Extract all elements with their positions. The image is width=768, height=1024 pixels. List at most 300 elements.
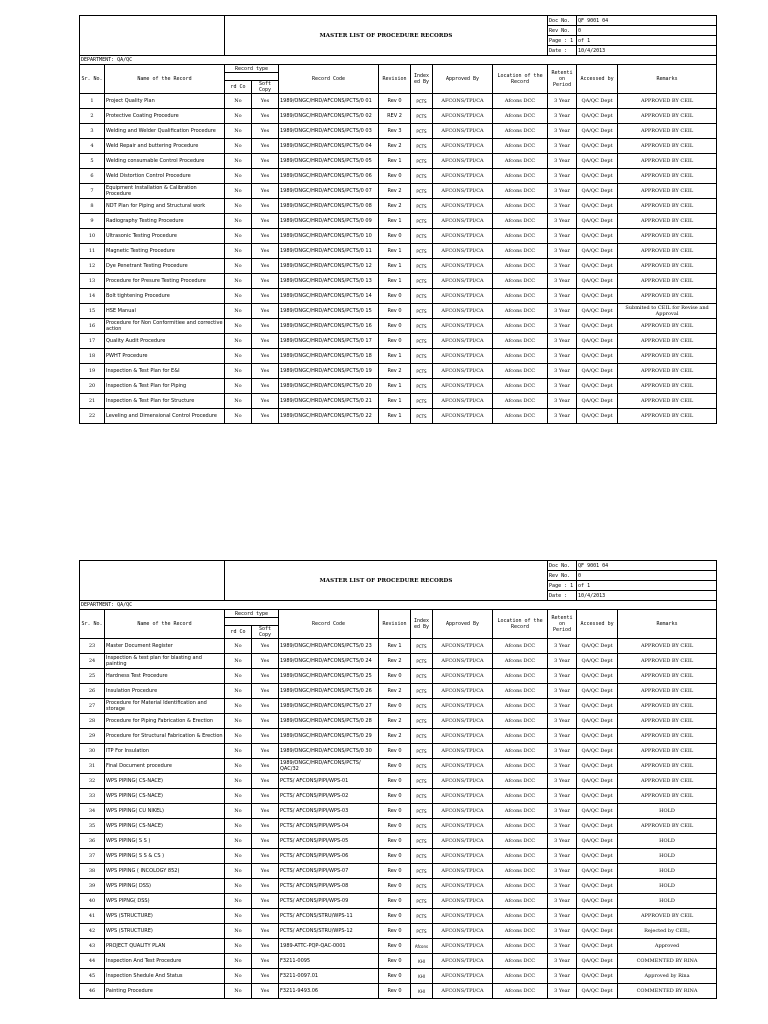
soft-copy-cell: Yes xyxy=(252,924,279,939)
approved-by-cell: AFCONS/TPI/CA xyxy=(433,124,493,139)
location-cell: Afcons DCC xyxy=(493,804,548,819)
record-code-cell: PCTS/ AFCONS/PIPI/WPS-02 xyxy=(279,789,379,804)
hard-copy-cell: No xyxy=(225,984,252,999)
retention-cell: 3 Year xyxy=(548,669,577,684)
rev-no-value: 0 xyxy=(577,26,717,36)
soft-copy-cell: Yes xyxy=(252,669,279,684)
accessed-by-cell: QA/QC Dept xyxy=(577,289,618,304)
record-code-cell: PCTS/ AFCONS/PIPI/WPS-01 xyxy=(279,774,379,789)
sr-no-cell: 43 xyxy=(80,939,105,954)
revision-cell: Rev 2 xyxy=(379,184,411,199)
table-row xyxy=(80,789,717,804)
sr-no-cell: 5 xyxy=(80,154,105,169)
remarks-cell: APPROVED BY CEIL xyxy=(618,819,717,834)
date-value: 10/4/2013 xyxy=(577,46,717,56)
record-code-cell: PCTS/ AFCONS/STRU/WPS-11 xyxy=(279,909,379,924)
retention-cell: 3 Year xyxy=(548,969,577,984)
rev-no-label: Rev No. xyxy=(548,26,577,36)
remarks-cell: Submited to CEIL for Revise and Approval xyxy=(618,304,717,319)
sr-no-cell: 39 xyxy=(80,879,105,894)
record-code-cell: 1989/ONGC/HRD/AFCONS/PCTS/0 29 xyxy=(279,729,379,744)
location-cell: Afcons DCC xyxy=(493,864,548,879)
hard-copy-cell: No xyxy=(225,409,252,424)
record-name-cell: WPS PIPING( CS-NACE) xyxy=(105,819,225,834)
sheet-header xyxy=(80,16,717,94)
indexed-by-cell: PCTS xyxy=(411,199,433,214)
location-cell: Afcons DCC xyxy=(493,699,548,714)
sr-no-cell: 29 xyxy=(80,729,105,744)
hard-copy-cell: No xyxy=(225,834,252,849)
col-record-type: Record type xyxy=(225,610,279,618)
location-cell: Afcons DCC xyxy=(493,954,548,969)
accessed-by-cell: QA/QC Dept xyxy=(577,729,618,744)
page-label: Page : 1 xyxy=(548,36,577,46)
remarks-cell: APPROVED BY CEIL xyxy=(618,744,717,759)
approved-by-cell: AFCONS/TPI/CA xyxy=(433,954,493,969)
procedure-records-sheet-1 xyxy=(79,15,716,424)
remarks-cell: APPROVED BY CEIL xyxy=(618,169,717,184)
accessed-by-cell: QA/QC Dept xyxy=(577,409,618,424)
location-cell: Afcons DCC xyxy=(493,909,548,924)
indexed-by-cell: PCTS xyxy=(411,394,433,409)
retention-cell: 3 Year xyxy=(548,654,577,669)
accessed-by-cell: QA/QC Dept xyxy=(577,124,618,139)
remarks-cell: APPROVED BY CEIL xyxy=(618,289,717,304)
col-retention: Retenti on Period xyxy=(548,610,577,639)
hard-copy-cell: No xyxy=(225,879,252,894)
col-indexed-by: Index ed By xyxy=(411,610,433,639)
table-row xyxy=(80,699,717,714)
doc-no-label: Doc No. xyxy=(548,16,577,26)
sr-no-cell: 16 xyxy=(80,319,105,334)
col-hard-copy: rd Co xyxy=(225,626,252,639)
hard-copy-cell: No xyxy=(225,139,252,154)
accessed-by-cell: QA/QC Dept xyxy=(577,394,618,409)
retention-cell: 3 Year xyxy=(548,864,577,879)
record-code-cell: 1989/ONGC/HRD/AFCONS/PCTS/0 11 xyxy=(279,244,379,259)
hard-copy-cell: No xyxy=(225,124,252,139)
table-row xyxy=(80,409,717,424)
table-row xyxy=(80,819,717,834)
approved-by-cell: AFCONS/TPI/CA xyxy=(433,139,493,154)
approved-by-cell: AFCONS/TPI/CA xyxy=(433,714,493,729)
approved-by-cell: AFCONS/TPI/CA xyxy=(433,744,493,759)
rev-no-label: Rev No. xyxy=(548,571,577,581)
table-row xyxy=(80,954,717,969)
retention-cell: 3 Year xyxy=(548,954,577,969)
hard-copy-cell: No xyxy=(225,744,252,759)
table-row xyxy=(80,729,717,744)
accessed-by-cell: QA/QC Dept xyxy=(577,274,618,289)
department-label: DEPARTMENT: QA/QC xyxy=(80,601,717,610)
accessed-by-cell: QA/QC Dept xyxy=(577,184,618,199)
record-name-cell: Leveling and Dimensional Control Procedure xyxy=(105,409,225,424)
retention-cell: 3 Year xyxy=(548,289,577,304)
accessed-by-cell: QA/QC Dept xyxy=(577,139,618,154)
approved-by-cell: AFCONS/TPI/CA xyxy=(433,639,493,654)
revision-cell: Rev 0 xyxy=(379,819,411,834)
record-code-cell: PCTS/ AFCONS/STRU/WPS-12 xyxy=(279,924,379,939)
table-row xyxy=(80,654,717,669)
indexed-by-cell: PCTS xyxy=(411,849,433,864)
sr-no-cell: 27 xyxy=(80,699,105,714)
revision-cell: Rev 2 xyxy=(379,714,411,729)
hard-copy-cell: No xyxy=(225,789,252,804)
indexed-by-cell: Afcons xyxy=(411,939,433,954)
retention-cell: 3 Year xyxy=(548,94,577,109)
indexed-by-cell: PCTS xyxy=(411,864,433,879)
col-sr-no: Sr. No. xyxy=(80,610,105,639)
accessed-by-cell: QA/QC Dept xyxy=(577,319,618,334)
indexed-by-cell: PCTS xyxy=(411,639,433,654)
sr-no-cell: 28 xyxy=(80,714,105,729)
record-code-cell: 1989/ONGC/HRD/AFCONS/PCTS/0 26 xyxy=(279,684,379,699)
sr-no-cell: 46 xyxy=(80,984,105,999)
retention-cell: 3 Year xyxy=(548,909,577,924)
indexed-by-cell: PCTS xyxy=(411,924,433,939)
indexed-by-cell: PCTS xyxy=(411,804,433,819)
revision-cell: Rev 0 xyxy=(379,304,411,319)
revision-cell: Rev 0 xyxy=(379,289,411,304)
document-title: MASTER LIST OF PROCEDURE RECORDS xyxy=(225,16,548,56)
revision-cell: Rev 1 xyxy=(379,394,411,409)
record-name-cell: Quality Audit Procedure xyxy=(105,334,225,349)
record-code-cell: 1989/ONGC/HRD/AFCONS/PCTS/0 07 xyxy=(279,184,379,199)
table-row xyxy=(80,349,717,364)
record-name-cell: Procedure for Presure Testing Procedure xyxy=(105,274,225,289)
hard-copy-cell: No xyxy=(225,334,252,349)
soft-copy-cell: Yes xyxy=(252,379,279,394)
table-row xyxy=(80,139,717,154)
sr-no-cell: 31 xyxy=(80,759,105,774)
approved-by-cell: AFCONS/TPI/CA xyxy=(433,984,493,999)
accessed-by-cell: QA/QC Dept xyxy=(577,229,618,244)
sr-no-cell: 25 xyxy=(80,669,105,684)
location-cell: Afcons DCC xyxy=(493,349,548,364)
hard-copy-cell: No xyxy=(225,819,252,834)
table-row xyxy=(80,834,717,849)
remarks-cell: Rejected by CEIL; xyxy=(618,924,717,939)
sr-no-cell: 12 xyxy=(80,259,105,274)
accessed-by-cell: QA/QC Dept xyxy=(577,924,618,939)
record-name-cell: Equipment Installation & Calibration Procedure xyxy=(105,184,225,199)
retention-cell: 3 Year xyxy=(548,804,577,819)
remarks-cell: APPROVED BY CEIL xyxy=(618,244,717,259)
approved-by-cell: AFCONS/TPI/CA xyxy=(433,244,493,259)
soft-copy-cell: Yes xyxy=(252,304,279,319)
col-revision: Revision xyxy=(379,610,411,639)
table-row xyxy=(80,319,717,334)
table-row xyxy=(80,714,717,729)
record-code-cell: 1989/ONGC/HRD/AFCONS/PCTS/0 13 xyxy=(279,274,379,289)
sr-no-cell: 23 xyxy=(80,639,105,654)
record-code-cell: 1989/ONGC/HRD/AFCONS/PCTS/0 14 xyxy=(279,289,379,304)
indexed-by-cell: PCTS xyxy=(411,94,433,109)
record-name-cell: Procedure for Piping Fabrication & Erection xyxy=(105,714,225,729)
hard-copy-cell: No xyxy=(225,379,252,394)
hard-copy-cell: No xyxy=(225,939,252,954)
location-cell: Afcons DCC xyxy=(493,274,548,289)
indexed-by-cell: PCTS xyxy=(411,169,433,184)
sr-no-cell: 14 xyxy=(80,289,105,304)
table-row xyxy=(80,744,717,759)
retention-cell: 3 Year xyxy=(548,819,577,834)
records-table xyxy=(79,15,717,424)
sr-no-cell: 19 xyxy=(80,364,105,379)
sr-no-cell: 38 xyxy=(80,864,105,879)
location-cell: Afcons DCC xyxy=(493,924,548,939)
col-record-type: Record type xyxy=(225,65,279,73)
soft-copy-cell: Yes xyxy=(252,244,279,259)
sr-no-cell: 35 xyxy=(80,819,105,834)
soft-copy-cell: Yes xyxy=(252,199,279,214)
record-name-cell: Master Document Register xyxy=(105,639,225,654)
sr-no-cell: 6 xyxy=(80,169,105,184)
remarks-cell: APPROVED BY CEIL xyxy=(618,334,717,349)
table-row xyxy=(80,864,717,879)
hard-copy-cell: No xyxy=(225,304,252,319)
table-row xyxy=(80,289,717,304)
indexed-by-cell: KHI xyxy=(411,969,433,984)
approved-by-cell: AFCONS/TPI/CA xyxy=(433,199,493,214)
table-row xyxy=(80,759,717,774)
approved-by-cell: AFCONS/TPI/CA xyxy=(433,304,493,319)
accessed-by-cell: QA/QC Dept xyxy=(577,954,618,969)
hard-copy-cell: No xyxy=(225,729,252,744)
col-name: Name of the Record xyxy=(105,610,225,639)
revision-cell: REV 2 xyxy=(379,109,411,124)
revision-cell: Rev 0 xyxy=(379,909,411,924)
soft-copy-cell: Yes xyxy=(252,909,279,924)
approved-by-cell: AFCONS/TPI/CA xyxy=(433,154,493,169)
revision-cell: Rev 2 xyxy=(379,364,411,379)
revision-cell: Rev 1 xyxy=(379,349,411,364)
table-row xyxy=(80,94,717,109)
remarks-cell: APPROVED BY CEIL xyxy=(618,199,717,214)
retention-cell: 3 Year xyxy=(548,894,577,909)
record-code-cell: 1989/ONGC/HRD/AFCONS/PCTS/0 20 xyxy=(279,379,379,394)
approved-by-cell: AFCONS/TPI/CA xyxy=(433,379,493,394)
approved-by-cell: AFCONS/TPI/CA xyxy=(433,229,493,244)
date-label: Date : xyxy=(548,46,577,56)
table-row xyxy=(80,184,717,199)
records-body xyxy=(80,639,717,999)
retention-cell: 3 Year xyxy=(548,274,577,289)
table-row xyxy=(80,334,717,349)
col-record-code: Record Code xyxy=(279,65,379,94)
accessed-by-cell: QA/QC Dept xyxy=(577,759,618,774)
location-cell: Afcons DCC xyxy=(493,684,548,699)
indexed-by-cell: PCTS xyxy=(411,654,433,669)
location-cell: Afcons DCC xyxy=(493,199,548,214)
retention-cell: 3 Year xyxy=(548,924,577,939)
record-name-cell: Protective Coating Procedure xyxy=(105,109,225,124)
revision-cell: Rev 0 xyxy=(379,229,411,244)
indexed-by-cell: PCTS xyxy=(411,379,433,394)
remarks-cell: HOLD xyxy=(618,894,717,909)
retention-cell: 3 Year xyxy=(548,334,577,349)
sr-no-cell: 26 xyxy=(80,684,105,699)
record-code-cell: PCTS/ AFCONS/PIPI/WPS-05 xyxy=(279,834,379,849)
retention-cell: 3 Year xyxy=(548,774,577,789)
table-row xyxy=(80,109,717,124)
accessed-by-cell: QA/QC Dept xyxy=(577,199,618,214)
indexed-by-cell: PCTS xyxy=(411,319,433,334)
revision-cell: Rev 0 xyxy=(379,94,411,109)
location-cell: Afcons DCC xyxy=(493,139,548,154)
soft-copy-cell: Yes xyxy=(252,804,279,819)
record-name-cell: Inspection Shedule And Status xyxy=(105,969,225,984)
table-row xyxy=(80,984,717,999)
accessed-by-cell: QA/QC Dept xyxy=(577,984,618,999)
accessed-by-cell: QA/QC Dept xyxy=(577,214,618,229)
indexed-by-cell: PCTS xyxy=(411,259,433,274)
hard-copy-cell: No xyxy=(225,244,252,259)
col-soft-copy: Soft Copy xyxy=(252,81,279,94)
soft-copy-cell: Yes xyxy=(252,349,279,364)
record-name-cell: WPS PIPING( CU NIKEL) xyxy=(105,804,225,819)
approved-by-cell: AFCONS/TPI/CA xyxy=(433,274,493,289)
revision-cell: Rev 0 xyxy=(379,789,411,804)
remarks-cell: APPROVED BY CEIL xyxy=(618,124,717,139)
retention-cell: 3 Year xyxy=(548,879,577,894)
location-cell: Afcons DCC xyxy=(493,214,548,229)
accessed-by-cell: QA/QC Dept xyxy=(577,684,618,699)
doc-no-value: QF 9001 04 xyxy=(577,16,717,26)
indexed-by-cell: PCTS xyxy=(411,154,433,169)
indexed-by-cell: PCTS xyxy=(411,124,433,139)
remarks-cell: APPROVED BY CEIL xyxy=(618,654,717,669)
record-code-cell: 1989/ONGC/HRD/AFCONS/PCTS/0 24 xyxy=(279,654,379,669)
table-row xyxy=(80,804,717,819)
accessed-by-cell: QA/QC Dept xyxy=(577,259,618,274)
retention-cell: 3 Year xyxy=(548,199,577,214)
procedure-records-sheet-2 xyxy=(79,560,716,999)
revision-cell: Rev 0 xyxy=(379,879,411,894)
location-cell: Afcons DCC xyxy=(493,154,548,169)
location-cell: Afcons DCC xyxy=(493,984,548,999)
revision-cell: Rev 0 xyxy=(379,319,411,334)
location-cell: Afcons DCC xyxy=(493,319,548,334)
soft-copy-cell: Yes xyxy=(252,774,279,789)
location-cell: Afcons DCC xyxy=(493,654,548,669)
hard-copy-cell: No xyxy=(225,864,252,879)
hard-copy-cell: No xyxy=(225,394,252,409)
record-code-cell: 1989/ONGC/HRD/AFCONS/PCTS/0 01 xyxy=(279,94,379,109)
record-name-cell: Insulation Procedure xyxy=(105,684,225,699)
indexed-by-cell: PCTS xyxy=(411,789,433,804)
hard-copy-cell: No xyxy=(225,319,252,334)
hard-copy-cell: No xyxy=(225,654,252,669)
indexed-by-cell: PCTS xyxy=(411,729,433,744)
indexed-by-cell: PCTS xyxy=(411,139,433,154)
sr-no-cell: 9 xyxy=(80,214,105,229)
approved-by-cell: AFCONS/TPI/CA xyxy=(433,819,493,834)
accessed-by-cell: QA/QC Dept xyxy=(577,654,618,669)
retention-cell: 3 Year xyxy=(548,244,577,259)
record-code-cell: 1989/ONGC/HRD/AFCONS/PCTS/0 27 xyxy=(279,699,379,714)
record-code-cell: 1989/ONGC/HRD/AFCONS/PCTS/0 21 xyxy=(279,394,379,409)
soft-copy-cell: Yes xyxy=(252,274,279,289)
remarks-cell: APPROVED BY CEIL xyxy=(618,669,717,684)
soft-copy-cell: Yes xyxy=(252,729,279,744)
col-location: Location of the Record xyxy=(493,65,548,94)
approved-by-cell: AFCONS/TPI/CA xyxy=(433,394,493,409)
soft-copy-cell: Yes xyxy=(252,229,279,244)
records-table xyxy=(79,560,717,999)
approved-by-cell: AFCONS/TPI/CA xyxy=(433,214,493,229)
retention-cell: 3 Year xyxy=(548,379,577,394)
accessed-by-cell: QA/QC Dept xyxy=(577,804,618,819)
location-cell: Afcons DCC xyxy=(493,939,548,954)
hard-copy-cell: No xyxy=(225,759,252,774)
table-row xyxy=(80,214,717,229)
record-code-cell: 1989/ONGC/HRD/AFCONS/PCTS/0 22 xyxy=(279,409,379,424)
approved-by-cell: AFCONS/TPI/CA xyxy=(433,864,493,879)
revision-cell: Rev 0 xyxy=(379,834,411,849)
retention-cell: 3 Year xyxy=(548,789,577,804)
revision-cell: Rev 1 xyxy=(379,639,411,654)
retention-cell: 3 Year xyxy=(548,849,577,864)
indexed-by-cell: PCTS xyxy=(411,684,433,699)
retention-cell: 3 Year xyxy=(548,639,577,654)
location-cell: Afcons DCC xyxy=(493,729,548,744)
table-row xyxy=(80,774,717,789)
sr-no-cell: 1 xyxy=(80,94,105,109)
record-name-cell: Welding consumable Control Procedure xyxy=(105,154,225,169)
hard-copy-cell: No xyxy=(225,94,252,109)
indexed-by-cell: PCTS xyxy=(411,409,433,424)
sr-no-cell: 13 xyxy=(80,274,105,289)
hard-copy-cell: No xyxy=(225,714,252,729)
approved-by-cell: AFCONS/TPI/CA xyxy=(433,804,493,819)
approved-by-cell: AFCONS/TPI/CA xyxy=(433,669,493,684)
record-code-cell: PCTS/ AFCONS/PIPI/WPS-06 xyxy=(279,849,379,864)
hard-copy-cell: No xyxy=(225,169,252,184)
approved-by-cell: AFCONS/TPI/CA xyxy=(433,684,493,699)
revision-cell: Rev 0 xyxy=(379,849,411,864)
approved-by-cell: AFCONS/TPI/CA xyxy=(433,834,493,849)
indexed-by-cell: PCTS xyxy=(411,229,433,244)
location-cell: Afcons DCC xyxy=(493,229,548,244)
page-label: Page : 1 xyxy=(548,581,577,591)
approved-by-cell: AFCONS/TPI/CA xyxy=(433,184,493,199)
soft-copy-cell: Yes xyxy=(252,409,279,424)
accessed-by-cell: QA/QC Dept xyxy=(577,894,618,909)
soft-copy-cell: Yes xyxy=(252,259,279,274)
indexed-by-cell: PCTS xyxy=(411,184,433,199)
sr-no-cell: 11 xyxy=(80,244,105,259)
approved-by-cell: AFCONS/TPI/CA xyxy=(433,774,493,789)
indexed-by-cell: PCTS xyxy=(411,894,433,909)
location-cell: Afcons DCC xyxy=(493,394,548,409)
location-cell: Afcons DCC xyxy=(493,289,548,304)
hard-copy-cell: No xyxy=(225,184,252,199)
record-code-cell: 1989/ONGC/HRD/AFCONS/PCTS/0 12 xyxy=(279,259,379,274)
retention-cell: 3 Year xyxy=(548,124,577,139)
soft-copy-cell: Yes xyxy=(252,894,279,909)
sr-no-cell: 2 xyxy=(80,109,105,124)
remarks-cell: APPROVED BY CEIL xyxy=(618,319,717,334)
revision-cell: Rev 3 xyxy=(379,124,411,139)
col-remarks: Remarks xyxy=(618,610,717,639)
col-soft-copy: Soft Copy xyxy=(252,626,279,639)
record-name-cell: WPS PIPING( DSS) xyxy=(105,879,225,894)
record-name-cell: WPS PIPING( S S ) xyxy=(105,834,225,849)
col-approved-by: Approved By xyxy=(433,610,493,639)
indexed-by-cell: PCTS xyxy=(411,744,433,759)
hard-copy-cell: No xyxy=(225,954,252,969)
